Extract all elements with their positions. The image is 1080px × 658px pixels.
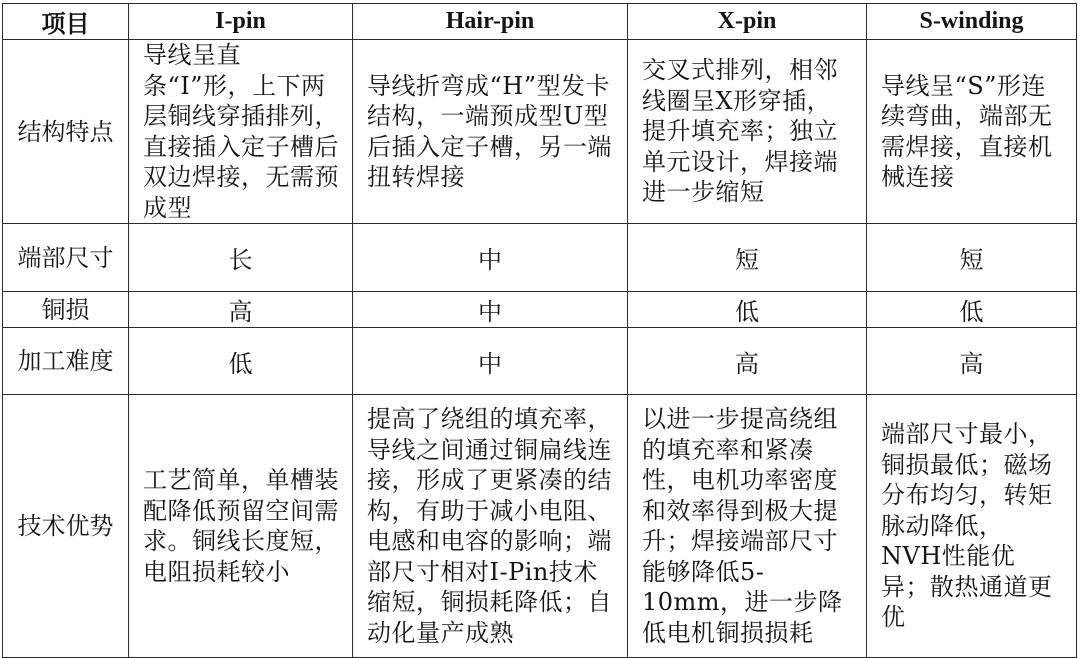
cell-structure-x-pin: 交叉式排列，相邻线圈呈X形穿插，提升填充率；独立单元设计，焊接端进一步缩短 [628, 40, 867, 224]
comparison-table [2, 3, 1077, 658]
table-row [3, 292, 1077, 328]
cell-end-size-i-pin: 长 [129, 224, 353, 292]
cell-advantages-s-winding: 端部尺寸最小，铜损最低；磁场分布均匀，转矩脉动降低，NVH性能优异；散热通道更优 [867, 395, 1077, 658]
cell-structure-s-winding: 导线呈“S”形连续弯曲，端部无需焊接，直接机械连接 [867, 40, 1077, 224]
row-label-difficulty: 加工难度 [3, 328, 129, 395]
cell-end-size-s-winding: 短 [867, 224, 1077, 292]
header-s-winding: S-winding [867, 4, 1077, 40]
cell-structure-i-pin: 导线呈直条“I”形，上下两层铜线穿插排列，直接插入定子槽后双边焊接，无需预成型 [129, 40, 353, 224]
cell-advantages-hair-pin: 提高了绕组的填充率，导线之间通过铜扁线连接，形成了更紧凑的结构，有助于减小电阻、电感和电容的影响；端部尺寸相对I-Pin技术缩短，铜损耗降低；自动化量产成熟 [353, 395, 628, 658]
cell-structure-hair-pin: 导线折弯成“H”型发卡结构，一端预成型U型后插入定子槽，另一端扭转焊接 [353, 40, 628, 224]
table-row [3, 224, 1077, 292]
row-label-end-size: 端部尺寸 [3, 224, 129, 292]
header-i-pin: I-pin [129, 4, 353, 40]
cell-end-size-x-pin: 短 [628, 224, 867, 292]
row-label-structure: 结构特点 [3, 40, 129, 224]
row-label-advantages: 技术优势 [3, 395, 129, 658]
cell-advantages-i-pin: 工艺简单，单槽装配降低预留空间需求。铜线长度短，电阻损耗较小 [129, 395, 353, 658]
header-x-pin: X-pin [628, 4, 867, 40]
cell-difficulty-x-pin: 高 [628, 328, 867, 395]
cell-end-size-hair-pin: 中 [353, 224, 628, 292]
cell-copper-loss-s-winding: 低 [867, 292, 1077, 328]
cell-difficulty-hair-pin: 中 [353, 328, 628, 395]
cell-copper-loss-i-pin: 高 [129, 292, 353, 328]
cell-copper-loss-x-pin: 低 [628, 292, 867, 328]
table-row [3, 40, 1077, 224]
cell-difficulty-s-winding: 高 [867, 328, 1077, 395]
row-label-copper-loss: 铜损 [3, 292, 129, 328]
header-hair-pin: Hair-pin [353, 4, 628, 40]
table-row [3, 328, 1077, 395]
cell-difficulty-i-pin: 低 [129, 328, 353, 395]
cell-copper-loss-hair-pin: 中 [353, 292, 628, 328]
header-item: 项目 [3, 4, 129, 40]
cell-advantages-x-pin: 以进一步提高绕组的填充率和紧凑性，电机功率密度和效率得到极大提升；焊接端部尺寸能够降低5-10mm，进一步降低电机铜损损耗 [628, 395, 867, 658]
header-row [3, 4, 1077, 40]
table-row [3, 395, 1077, 658]
